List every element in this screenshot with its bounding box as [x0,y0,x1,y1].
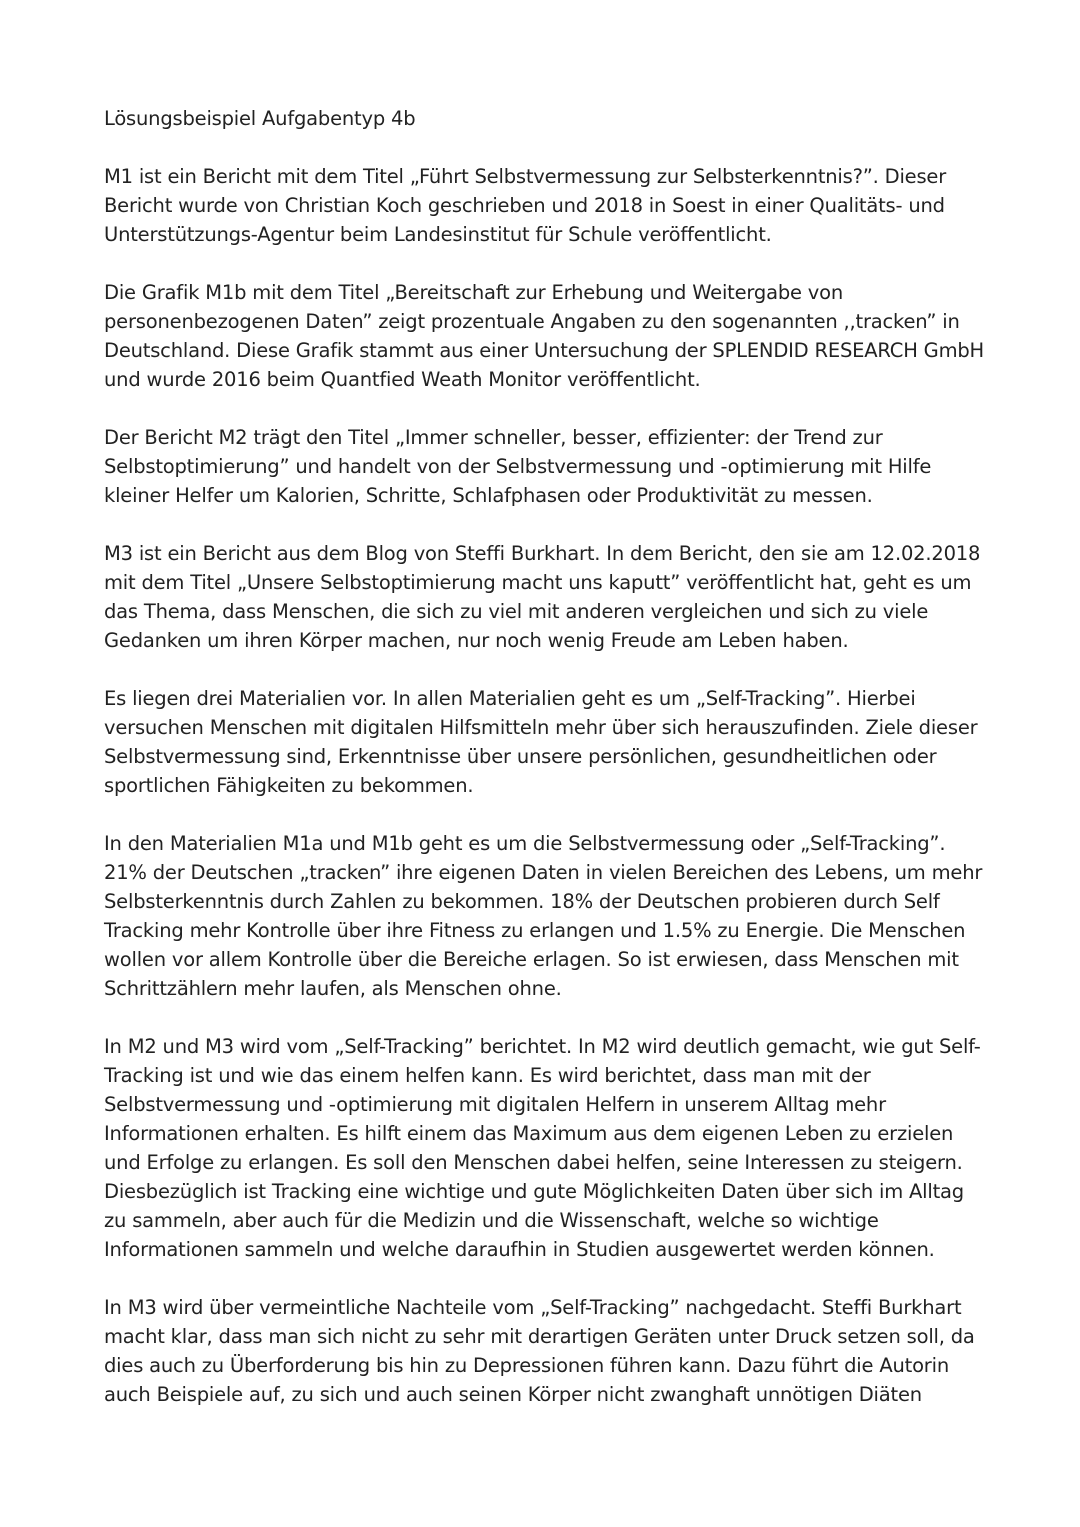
paragraph-m2-intro: Der Bericht M2 trägt den Titel „Immer schneller, besser, effizienter: der Trend zur Selbstoptimierung” und handelt von der Selbstvermessung und -optimierung mit Hilfe kleiner Helfer um Kalorien, Schritte, Schlafphasen oder Produktivität zu messen. [104,426,932,507]
paragraph-m2-analysis: In M2 und M3 wird vom „Self-Tracking” berichtet. In M2 wird deutlich gemacht, wie gut Self-Tracking ist und wie das einem helfen kann. Es wird berichtet, dass man mit der Selbstvermessung und -optimierung mit digitalen Helfern in unserem Alltag mehr Informationen erhalten. Es hilft einem das Maximum aus dem eigenen Leben zu erzielen und Erfolge zu erlangen. Es soll den Menschen dabei helfen, seine Interessen zu steigern. Diesbezüglich ist Tracking eine wichtige und gute Möglichkeiten Daten über sich im Alltag zu sammeln, aber auch für die Medizin und die Wissenschaft, welche so wichtige Informationen sammeln und welche daraufhin in Studien ausgewertet werden können. [104,1035,981,1261]
document-title: Lösungsbeispiel Aufgabentyp 4b [104,107,416,130]
document-page [104,104,984,1438]
paragraph-m1-intro: M1 ist ein Bericht mit dem Titel „Führt Selbstvermessung zur Selbsterkenntnis?”. Dieser Bericht wurde von Christian Koch geschrieben und 2018 in Soest in einer Qualitäts- und Unterstützungs-Agentur beim Landesinstitut für Schule veröffentlicht. [104,165,947,246]
paragraph-m1-analysis: In den Materialien M1a und M1b geht es um die Selbstvermessung oder „Self-Tracking”. 21% der Deutschen „tracken” ihre eigenen Daten in vielen Bereichen des Lebens, um mehr Selbsterkenntnis durch Zahlen zu bekommen. 18% der Deutschen probieren durch Self Tracking mehr Kontrolle über ihre Fitness zu erlangen und 1.5% zu Energie. Die Menschen wollen vor allem Kontrolle über die Bereiche erlagen. So ist erwiesen, dass Menschen mit Schrittzählern mehr laufen, als Menschen ohne. [104,832,983,1000]
paragraph-m1b-intro: Die Grafik M1b mit dem Titel „Bereitschaft zur Erhebung und Weitergabe von personenbezogenen Daten” zeigt prozentuale Angaben zu den sogenannten ,,tracken” in Deutschland. Diese Grafik stammt aus einer Untersuchung der SPLENDID RESEARCH GmbH und wurde 2016 beim Quantfied Weath Monitor veröffentlicht. [104,281,985,391]
paragraph-m3-intro: M3 ist ein Bericht aus dem Blog von Steffi Burkhart. In dem Bericht, den sie am 12.02.2018 mit dem Titel „Unsere Selbstoptimierung macht uns kaputt” veröffentlicht hat, geht es um das Thema, dass Menschen, die sich zu viel mit anderen vergleichen und sich zu viele Gedanken um ihren Körper machen, nur noch wenig Freude am Leben haben. [104,542,981,652]
paragraph-overview: Es liegen drei Materialien vor. In allen Materialien geht es um „Self-Tracking”. Hierbei versuchen Menschen mit digitalen Hilfsmitteln mehr über sich herauszufinden. Ziele dieser Selbstvermessung sind, Erkenntnisse über unsere persönlichen, gesundheitlichen oder sportlichen Fähigkeiten zu bekommen. [104,687,978,797]
paragraph-m3-analysis: In M3 wird über vermeintliche Nachteile vom „Self-Tracking” nachgedacht. Steffi Burkhart macht klar, dass man sich nicht zu sehr mit derartigen Geräten unter Druck setzen soll, da dies auch zu Überforderung bis hin zu Depressionen führen kann. Dazu führt die Autorin auch Beispiele auf, zu sich und auch seinen Körper nicht zwanghaft unnötigen Diäten [104,1296,975,1406]
